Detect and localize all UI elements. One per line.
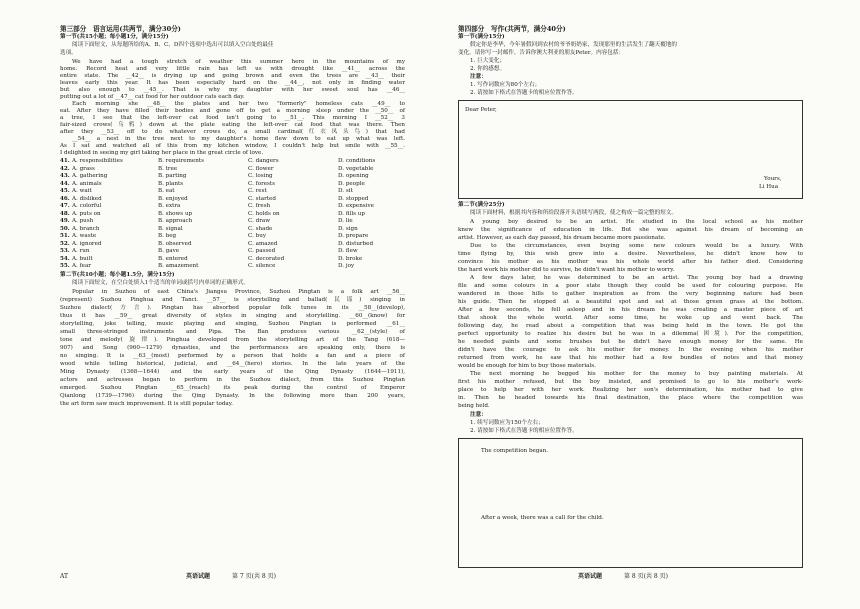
section1-title: 第一节(共15小题；每小题1分，满分15分): [60, 34, 169, 40]
story-line: knew the significance of education in life. But she was against his dream of becoming an: [458, 227, 803, 233]
choice-number: 54.: [60, 255, 70, 262]
part3-title: 第三部分 语言运用(共两节，满分30分): [60, 25, 181, 33]
story-line: artist. However, as each day passed, his dream became more passionate.: [458, 235, 666, 241]
passage1-line: As I sat and watched all of this from my kitchen window, I couldn't help but smile with __55__.: [60, 143, 405, 149]
choice-option-d: D. people: [338, 180, 365, 187]
choice-number: 43.: [60, 173, 70, 179]
choice-option-c: C. losing: [248, 173, 273, 179]
story-line: in. Then he headed towards his final destination, the place where the competition was: [458, 395, 803, 401]
story-line: being held.: [458, 403, 490, 409]
story-line: The next morning he begged his mother for the money to buy painting materials. At: [470, 371, 803, 377]
letter-name: Li Hua: [759, 184, 779, 190]
choice-number: 47.: [60, 203, 70, 209]
story-line: didn't have the courage to ask his mother for money. In the evening when his mother: [458, 347, 803, 353]
choice-option-b: B. entered: [158, 255, 188, 262]
choice-option-b: B. plants: [158, 180, 184, 187]
passage2-line: 907) and Song (960—1279) dynasties, and the performances are speaking only, there is: [60, 345, 405, 351]
choice-option-c: C. holds on: [248, 210, 280, 217]
choices-table: [60, 158, 405, 271]
footer-page-right: 第 8 页(共 8 页): [624, 573, 668, 580]
choice-option-c: C. rest: [248, 188, 267, 194]
choice-number: 51.: [60, 233, 70, 239]
choice-option-b: B. approach: [158, 218, 193, 224]
passage1-line: a tree, I see that the left-over cat food isn't going to __51__. This morning I __52__ 3: [60, 115, 405, 121]
passage2-line: wood while telling historical, judicial, and __64__(hero) stories. In the late years of the: [60, 361, 405, 367]
passage2-line: the art form saw much improvement. It is still popular today.: [60, 401, 233, 407]
choice-option-b: B. extra: [158, 203, 181, 209]
choice-option-b: B. tree: [158, 165, 178, 172]
choice-option-a: A. gathering: [72, 173, 108, 179]
choice-option-a: A. waste: [72, 233, 97, 239]
choice-option-a: A. branch: [72, 225, 100, 232]
footer-page-left: 第 7 页(共 8 页): [232, 573, 276, 580]
continuation-prompt-2: After a week, there was a call for the child.: [481, 515, 604, 521]
choice-option-a: A. colorful: [72, 203, 102, 209]
choice-number: 49.: [60, 218, 70, 224]
choice-option-d: D. flew: [338, 248, 358, 254]
passage2-line: emerged. Suzhou Pingtan __65__(reach) its peak during the control of Emperor: [60, 385, 405, 391]
choice-option-d: D. sign: [338, 225, 358, 232]
letter-closing: Yours,: [764, 176, 782, 182]
choice-option-c: C. passed: [248, 248, 276, 254]
story-line: perfect opportunity to realize his desire but he was in a dilemma(困境). For the competition,: [458, 331, 803, 337]
passage2-line: Popular in Suzhou of east China's Jiangsu Province, Suzhou Pingtan is a folk art __56__: [72, 289, 405, 295]
choice-option-b: B. amazement: [158, 263, 199, 269]
passage1-line: entire state. The __42__ is drying up and going brown and even the trees are __43__ their: [60, 73, 405, 79]
choice-option-c: C. flower: [248, 165, 274, 172]
continuation-answer-box: [458, 438, 803, 568]
note-line: 2. 请按如下格式在答题卡的相应位置作答。: [470, 428, 578, 434]
choice-option-d: D. prepare: [338, 233, 369, 239]
choice-number: 45.: [60, 188, 70, 194]
story-line: place to help her with her work. Realizing her son's determination, his mother had to give: [458, 387, 803, 393]
passage2-line: (represent) Suzhou Pinghua and Tanci. __57__ is storytelling and ballad(民谣) singing in: [60, 297, 405, 303]
choice-option-b: B. requirements: [158, 158, 204, 164]
section2-title: 第二节(共10小题；每小题1.5分，满分15分): [60, 272, 175, 278]
writing-section1-title: 第一节(满分15分): [458, 34, 505, 40]
section1-instructions-line2: 选项。: [60, 50, 77, 56]
choice-option-a: A. grass: [72, 165, 95, 172]
choice-option-c: C. dangers: [248, 158, 279, 164]
story-line: A few days later, he was determined to be an artist. The young boy had a drawing: [470, 275, 803, 281]
choice-option-a: A. disliked: [72, 195, 102, 202]
choice-option-c: C. buy: [248, 233, 266, 239]
choice-number: 52.: [60, 240, 70, 247]
passage2-line: no singing. It is __63__(most) performed by a person that holds a fan and a piece of: [60, 353, 405, 359]
note-label-2: 注意：: [470, 412, 487, 418]
choice-option-b: B. parting: [158, 173, 187, 179]
choice-option-d: D. broke: [338, 255, 363, 262]
choice-number: 50.: [60, 225, 70, 232]
passage1-line: fair-sized crows(乌鸦) down at the plate eating the left-over cat food that was there. Then: [60, 122, 405, 128]
story-line: following day, he read about a competition that was being held in the town. He got the: [458, 323, 803, 329]
writing-section2-instructions: 阅读下面材料，根据其内容和所给段落开头语续写两段，使之构成一篇完整的短文。: [470, 210, 677, 216]
story-line: time flying by, this wish grew into a desire. Nevertheless, he didn't know how to: [458, 251, 803, 257]
story-line: Due to the circumstances, even buying some new colours would be a luxury. With: [470, 243, 803, 249]
choice-option-c: C. fresh: [248, 203, 271, 209]
letter-answer-box: [458, 100, 803, 199]
note-line: 1. 续写词数应为150个左右；: [470, 420, 544, 426]
story-line: After a few seconds, he fell asleep and in his dream he was creating a master piece of art: [458, 307, 803, 313]
choice-option-b: B. shows up: [158, 210, 193, 217]
choice-option-c: C. amazed: [248, 240, 278, 247]
story-line: he needed paints and some brushes but he didn't have enough money for the same. He: [458, 339, 803, 345]
section1-instructions-line1: 阅读下面短文，从每题所给的A、B、C、D四个选项中选出可以填入空白处的最佳: [72, 42, 274, 48]
passage2-line: Suzhou dialect(方言). Pingtan has absorbed popular folk tunes in its __58__(develop),: [60, 305, 405, 311]
choice-number: 55.: [60, 263, 70, 269]
letter-greeting: Dear Peter,: [465, 107, 497, 113]
choice-number: 44.: [60, 180, 70, 187]
passage2-line: actors and actresses began to perform in the Suzhou dialect, from this Suzhou Pingtan: [60, 377, 405, 383]
choice-option-a: A. fear: [72, 263, 91, 269]
choice-option-a: A. push: [72, 218, 94, 224]
choice-number: 41.: [60, 158, 70, 164]
choice-option-a: A. built: [72, 255, 93, 262]
continuation-prompt-1: The competition began.: [481, 448, 549, 454]
task-line: 假定你是李华，今年暑假回到农村的爷爷奶奶家，发现那里的生活发生了翻天覆地的: [470, 42, 677, 48]
passage2-line: Qianlong (1739—1796) during the Qing Dynasty. In the following more than 200 years,: [60, 393, 405, 399]
choice-option-a: A. animals: [72, 180, 102, 187]
choice-option-a: A. wait: [72, 188, 92, 194]
passage1-line: I delighted in seeing my girl taking her place in the great circle of love.: [60, 150, 264, 156]
passage1-line: but also enough to __45__. That is why my daughter with her sweet soul has __46__: [60, 87, 405, 93]
section2-instructions: 阅读下面短文，在空白处填入1个适当的单词或括号内单词的正确形式。: [72, 280, 249, 286]
footer-code: AT: [60, 573, 69, 580]
choice-number: 48.: [60, 210, 70, 217]
footer-subject-left: 英语试题: [186, 573, 211, 580]
note-line: 1. 写作词数应为80个左右；: [470, 82, 541, 88]
choice-option-d: D. lie: [338, 218, 353, 224]
choice-number: 53.: [60, 248, 70, 254]
choice-option-a: A. run: [72, 248, 90, 254]
passage1-line: eat. After they have filled their bodies and gone off to get a morning sleep under the __50__ of: [60, 108, 405, 114]
choice-option-c: C. forests: [248, 180, 276, 187]
choice-option-d: D. opening: [338, 173, 369, 179]
passage2-line: small three-stringed instruments and Pipa. The Ban produces various __62__(style) of: [60, 329, 405, 335]
passage2-line: storytelling, joke telling, music playing and singing, Suzhou Pingtan is performed __61__: [60, 321, 405, 327]
passage1-line: home. Record heat and very little rain has left us with drought like __41__ across the: [60, 66, 405, 72]
passage1-line: leaves early this year. It has been especially hard on the __44__, not only in finding water: [60, 80, 405, 86]
choice-option-b: B. gave: [158, 248, 180, 254]
story-line: the hard work his mother did to survive, he didn't want his mother to worry.: [458, 267, 675, 273]
choice-option-b: B. signal: [158, 225, 183, 232]
choice-option-c: C. started: [248, 195, 276, 202]
choice-option-c: C. silence: [248, 263, 276, 269]
passage2-line: tone and melody(旋律). Pinghua developed from the storytelling art of the Tang (618—: [60, 337, 405, 343]
choice-option-d: D. conditions: [338, 158, 376, 164]
choice-option-d: D. sit: [338, 188, 353, 194]
passage2-line: Ming Dynasty (1368—1644) and the early years of the Qing Dynasty (1644—1911),: [60, 369, 405, 375]
passage2-line: thus it has __59__ great diversity of styles in singing and storytelling. __60__(know) for: [60, 313, 405, 319]
story-line: convince his mother as his mother was his whole world after his father died. Considering: [458, 259, 803, 265]
footer-subject-right: 英语试题: [578, 573, 603, 580]
choice-option-b: B. enjoyed: [158, 195, 188, 202]
story-line: would be enough for him to buy those materials.: [458, 363, 596, 369]
choice-option-d: D. joy: [338, 263, 355, 269]
story-line: his guide. Then he stopped at a beautiful spot and sat at those green grass at the bottom.: [458, 299, 803, 305]
note-line: 2. 请按如下格式在答题卡的相应位置作答。: [470, 90, 578, 96]
story-line: file and some colours in a poor state though they could be used for colouring purpose. He: [458, 283, 803, 289]
note-label: 注意：: [470, 74, 487, 80]
choice-option-c: C. draw: [248, 218, 271, 224]
choice-option-c: C. shade: [248, 225, 273, 232]
task-line: 1. 巨大变化；: [470, 58, 506, 64]
story-line: that shook the whole world. After some time, he woke up and went back. The: [458, 315, 803, 321]
part4-title: 第四部分 写作(共两节，满分40分): [458, 25, 566, 33]
choice-option-c: C. decorated: [248, 255, 285, 262]
choice-option-a: A. responsibilities: [72, 158, 123, 164]
choice-option-d: D. fills up: [338, 210, 365, 217]
passage1-line: __54__ a nest in the tree next to my daughter's home flew down to eat up what was left.: [72, 136, 405, 142]
choice-option-d: D. expensive: [338, 203, 374, 209]
choice-option-d: D. stopped: [338, 195, 369, 202]
choice-option-b: B. observed: [158, 240, 192, 247]
passage1-line: after they __53__ off to do whatever crows do, a small cardinal(红衣凤头鸟) that had: [60, 129, 405, 135]
story-line: first his mother refused, but the boy insisted, and promised to go to his mother's work-: [458, 379, 803, 385]
passage1-line: Each morning she __48__ the plates and her two "formerly" homeless cats __49__ to: [72, 101, 405, 107]
task-line: 2. 你的感想。: [470, 66, 506, 72]
task-line: 变化。请你写一封邮件，告诉你澳大利亚的朋友Peter。内容包括：: [458, 50, 625, 56]
choice-number: 46.: [60, 195, 70, 202]
writing-section2-title: 第二节(满分25分): [458, 202, 505, 208]
choice-option-a: A. ignored: [72, 240, 102, 247]
story-line: wandered in those hills to gather inspiration as from the very beginning nature had been: [458, 291, 803, 297]
story-line: returned from work, he saw that his mother had a few bundles of notes and that money: [458, 355, 803, 361]
passage1-line: We have had a tough stretch of weather this summer here in the mountains of my: [72, 59, 405, 65]
choice-option-b: B. eat: [158, 188, 175, 194]
choice-option-d: D. disturbed: [338, 240, 374, 247]
choice-option-b: B. beg: [158, 233, 177, 239]
choice-option-a: A. puts on: [72, 210, 101, 217]
story-line: A young boy desired to be an artist. He studied in the local school as his mother: [470, 219, 803, 225]
choice-number: 42.: [60, 165, 70, 172]
passage1-line: putting out a lot of __47__ cat food for her outdoor cats each day.: [60, 94, 245, 100]
choice-option-d: D. vegetable: [338, 165, 374, 172]
